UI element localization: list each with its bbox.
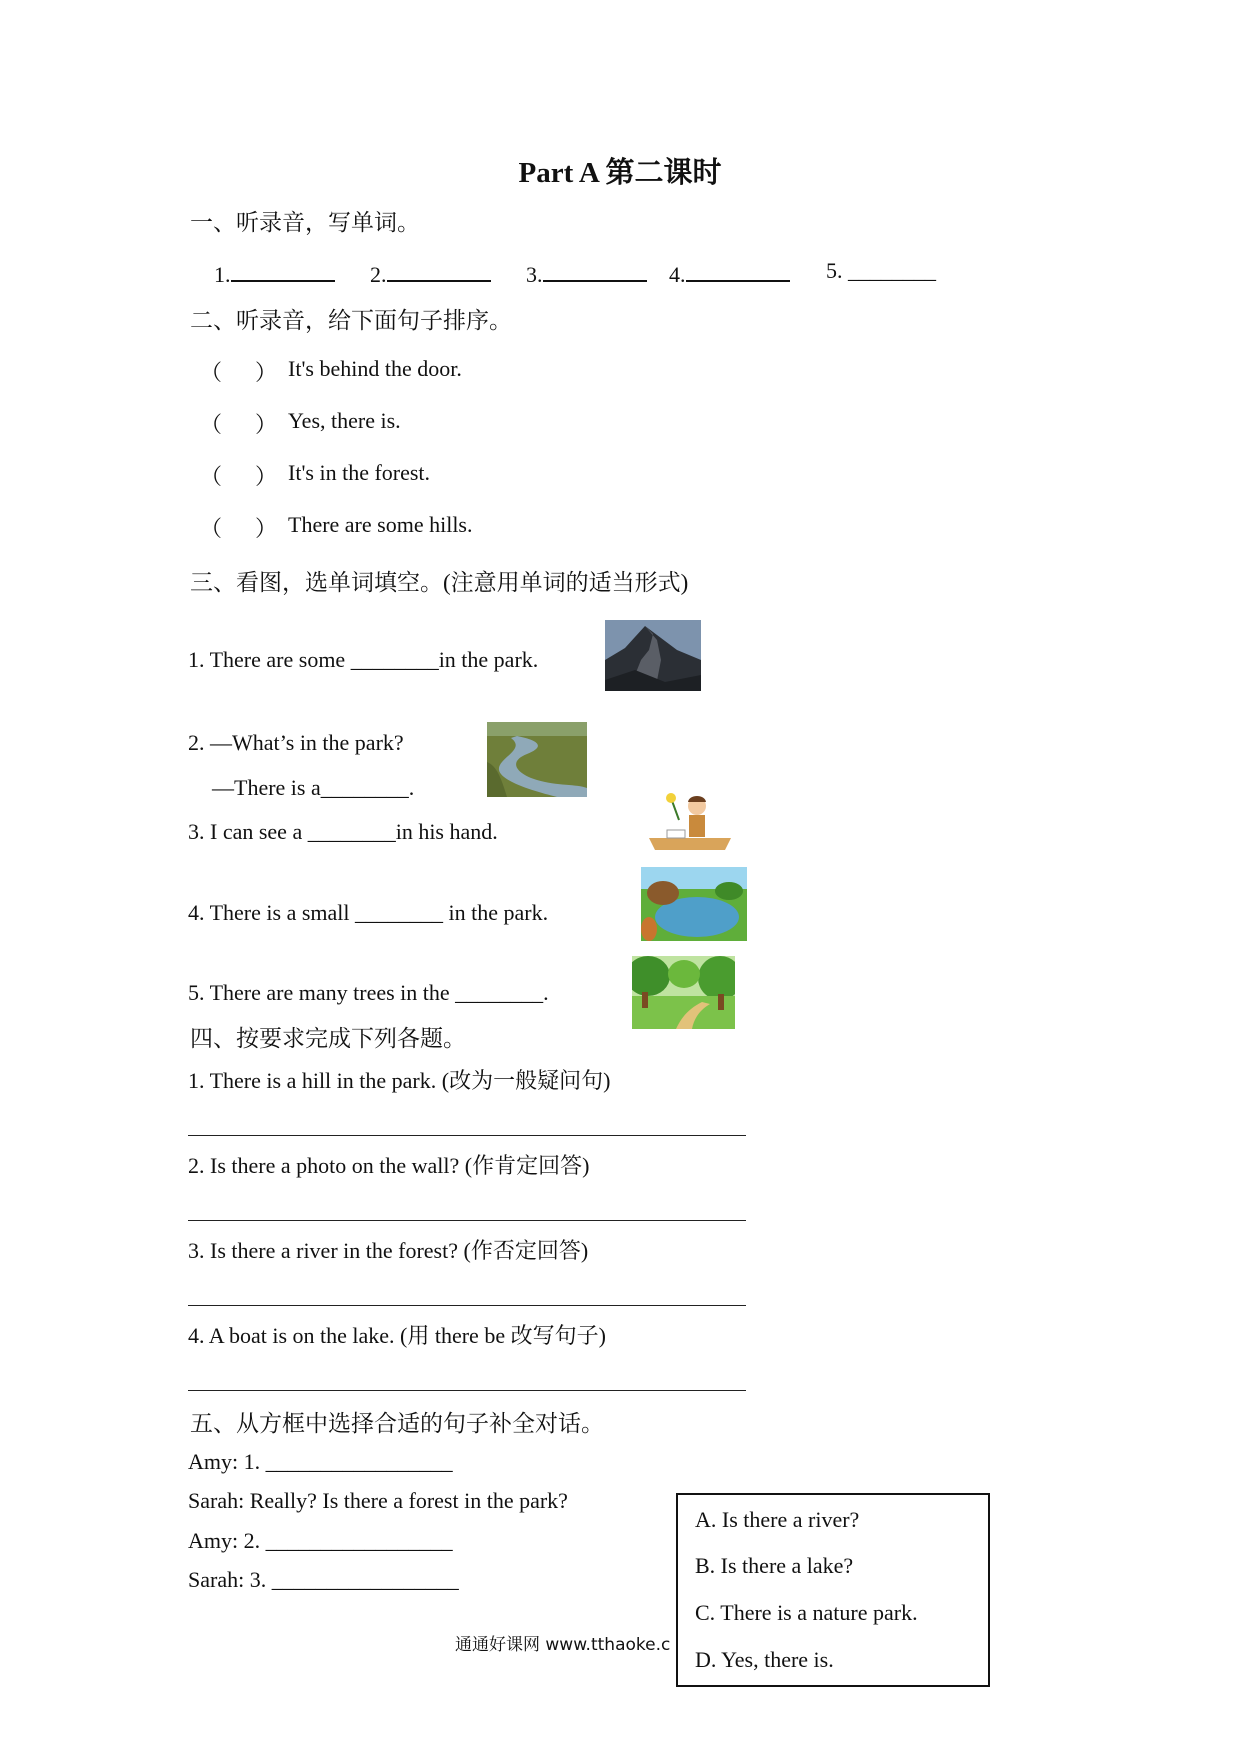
order-bracket[interactable]: （ ） bbox=[200, 464, 278, 489]
option-d: D. Yes, there is. bbox=[695, 1647, 834, 1672]
section1-heading: 一、听录音，写单词。 bbox=[190, 210, 420, 235]
sentence-3: It's in the forest. bbox=[288, 460, 431, 485]
picture-question-3: 3. I can see a ________in his hand. bbox=[188, 819, 498, 844]
section5-heading: 五、从方框中选择合适的句子补全对话。 bbox=[190, 1411, 604, 1436]
picture-question-4: 4. There is a small ________ in the park. bbox=[188, 900, 549, 925]
picture-question-2b: —There is a________. bbox=[212, 775, 415, 800]
sentence-4: There are some hills. bbox=[288, 512, 473, 537]
picture-question-5: 5. There are many trees in the ________. bbox=[188, 980, 549, 1005]
word-item-2: 2. bbox=[370, 258, 491, 288]
man-with-flower-image bbox=[645, 790, 735, 850]
answer-line[interactable] bbox=[188, 1135, 746, 1136]
answer-line[interactable] bbox=[188, 1220, 746, 1221]
mountain-image bbox=[605, 620, 701, 691]
order-bracket[interactable]: （ ） bbox=[200, 412, 278, 437]
sentence-1: It's behind the door. bbox=[288, 356, 462, 381]
dialog-line-1: Amy: 1. _________________ bbox=[188, 1449, 453, 1474]
forest-image bbox=[632, 956, 735, 1029]
dialog-line-4: Sarah: 3. _________________ bbox=[188, 1567, 459, 1592]
answer-blank[interactable] bbox=[231, 258, 335, 282]
section3-heading: 三、看图，选单词填空。(注意用单词的适当形式) bbox=[190, 570, 689, 595]
dialog-line-2: Sarah: Really? Is there a forest in the park? bbox=[188, 1488, 568, 1513]
word-item-5: 5. ________ bbox=[826, 258, 936, 283]
answer-line[interactable] bbox=[188, 1390, 746, 1391]
picture-question-1: 1. There are some ________in the park. bbox=[188, 647, 539, 672]
footer-watermark: 通通好课网 www.tthaoke.c bbox=[455, 1635, 671, 1655]
word-item-1: 1. bbox=[214, 258, 335, 288]
page-title: Part A 第二课时 bbox=[518, 157, 722, 189]
task-question-3: 3. Is there a river in the forest? (作否定回答) bbox=[188, 1238, 589, 1263]
answer-line[interactable] bbox=[188, 1305, 746, 1306]
lake-image bbox=[641, 867, 747, 941]
word-item-4: 4. bbox=[669, 258, 790, 288]
options-box bbox=[676, 1493, 990, 1687]
picture-question-2a: 2. —What’s in the park? bbox=[188, 730, 404, 755]
answer-blank[interactable] bbox=[543, 258, 647, 282]
order-bracket[interactable]: （ ） bbox=[200, 516, 278, 541]
option-b: B. Is there a lake? bbox=[695, 1553, 854, 1578]
word-item-3: 3. bbox=[526, 258, 647, 288]
answer-blank[interactable] bbox=[387, 258, 491, 282]
option-c: C. There is a nature park. bbox=[695, 1600, 918, 1625]
section4-heading: 四、按要求完成下列各题。 bbox=[190, 1026, 466, 1051]
river-image bbox=[487, 722, 587, 797]
sentence-2: Yes, there is. bbox=[288, 408, 401, 433]
task-question-2: 2. Is there a photo on the wall? (作肯定回答) bbox=[188, 1153, 590, 1178]
dialog-line-3: Amy: 2. _________________ bbox=[188, 1528, 453, 1553]
section2-heading: 二、听录音，给下面句子排序。 bbox=[190, 308, 512, 333]
task-question-4: 4. A boat is on the lake. (用 there be 改写句子) bbox=[188, 1323, 606, 1348]
order-bracket[interactable]: （ ） bbox=[200, 360, 278, 385]
answer-blank[interactable] bbox=[686, 258, 790, 282]
option-a: A. Is there a river? bbox=[695, 1507, 860, 1532]
task-question-1: 1. There is a hill in the park. (改为一般疑问句) bbox=[188, 1068, 611, 1093]
